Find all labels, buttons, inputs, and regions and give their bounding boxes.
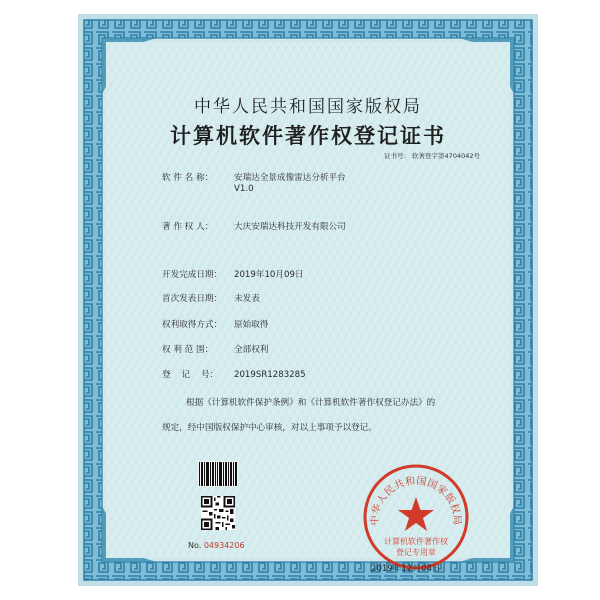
field-completion-date (162, 268, 304, 280)
certificate (78, 14, 538, 586)
seal-outer-text: 中华人民共和国国家版权局 (369, 475, 463, 526)
field-value: 安瑞达全景成像雷达分析平台 (234, 173, 346, 183)
field-rights-scope (162, 343, 268, 355)
serial-value: 04934206 (203, 541, 245, 550)
serial-prefix: No. (188, 541, 202, 550)
field-label: 著 作 权 人： (162, 222, 214, 232)
field-value: 未发表 (234, 294, 260, 304)
field-value: 原始取得 (234, 320, 269, 330)
statement-line-1: 根据《计算机软件保护条例》和《计算机软件著作权登记办法》的 (186, 398, 436, 408)
field-label: 首次发表日期： (162, 294, 223, 304)
field-copyright-owner (162, 220, 346, 232)
official-seal (361, 462, 471, 572)
seal-inner-line-1: 计算机软件著作权 (384, 537, 448, 546)
seal-inner-line-2: 登记专用章 (396, 548, 436, 557)
content-panel (106, 42, 510, 574)
issuer-title: 中华人民共和国国家版权局 (194, 97, 422, 117)
field-label: 登 记 号： (162, 370, 219, 380)
statement-line-2: 规定，经中国版权保护中心审核，对以上事项予以登记。 (162, 423, 377, 433)
field-value: 全部权利 (234, 345, 269, 355)
field-value: 大庆安瑞达科技开发有限公司 (234, 222, 346, 232)
qr-code-image (201, 496, 235, 530)
field-value: 2019年10月09日 (234, 270, 304, 280)
certificate-number: 证书号： 软著登字第4704042号 (383, 152, 480, 160)
barcode-image (198, 461, 238, 487)
field-acquisition-method (162, 318, 268, 330)
field-registration-number (162, 368, 306, 380)
issue-date: 2019年12月04日 (371, 564, 441, 574)
field-label: 权利取得方式： (162, 320, 223, 330)
serial-number (188, 541, 245, 550)
field-label: 软 件 名 称： (162, 173, 214, 183)
certificate-title: 计算机软件著作权登记证书 (170, 123, 446, 148)
field-software-name (162, 171, 346, 183)
software-version: V1.0 (234, 184, 254, 194)
field-value: 2019SR1283285 (234, 370, 306, 380)
field-label: 权 利 范 围： (162, 345, 214, 355)
field-label: 开发完成日期： (162, 270, 223, 280)
field-first-publish-date (162, 292, 260, 304)
